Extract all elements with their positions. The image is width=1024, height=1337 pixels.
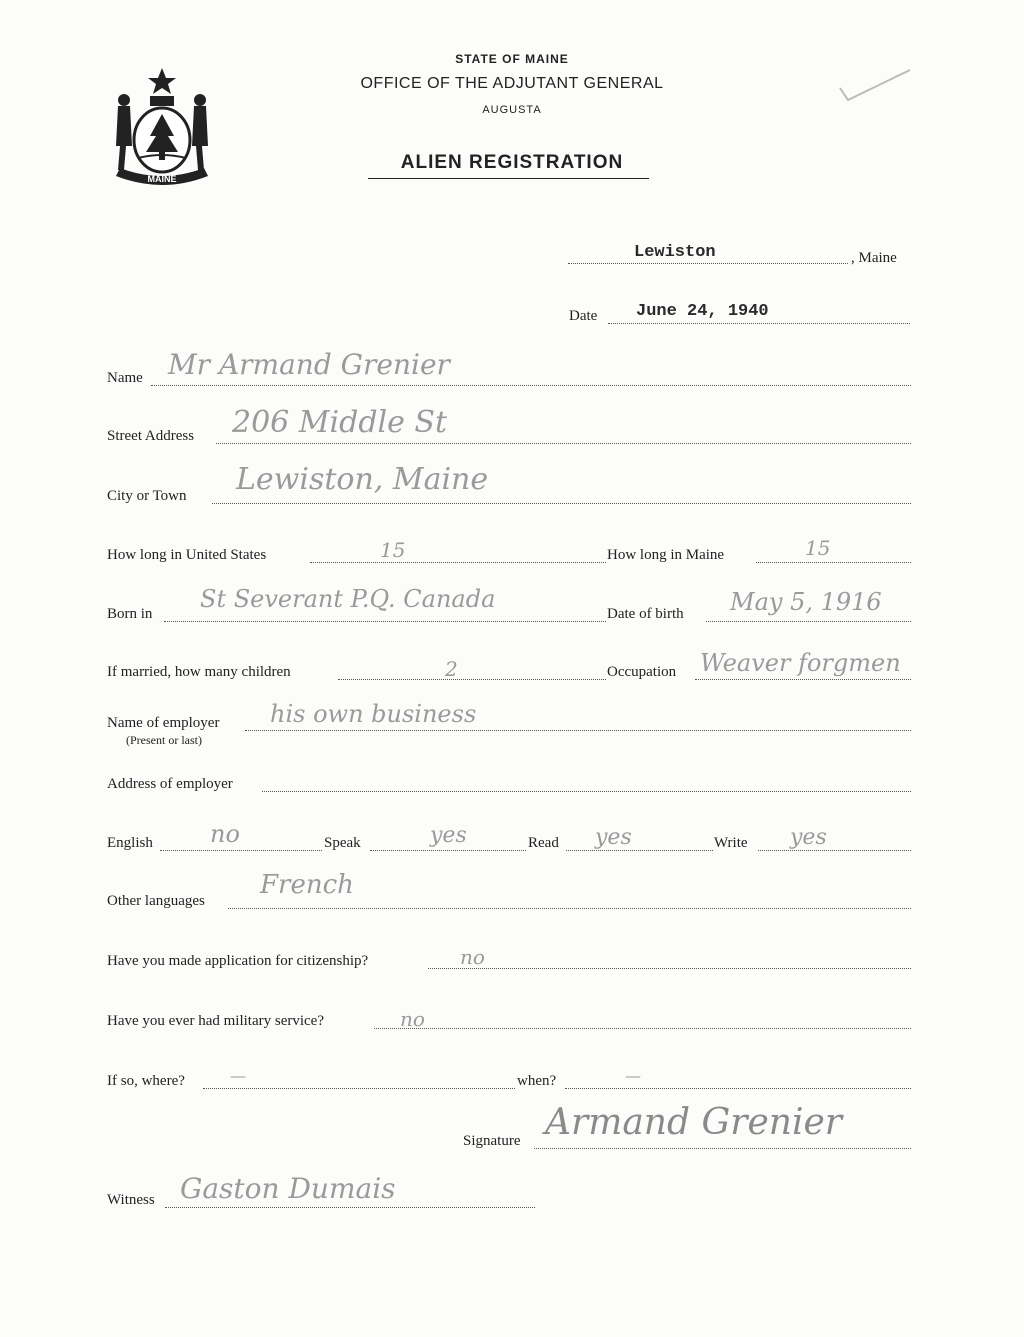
header-office: OFFICE OF THE ADJUTANT GENERAL xyxy=(360,75,664,92)
where-label: If so, where? xyxy=(107,1073,185,1089)
header-city: AUGUSTA xyxy=(482,104,542,116)
us-duration-value: 15 xyxy=(380,538,406,562)
when-label: when? xyxy=(517,1073,557,1089)
citizenship-label: Have you made application for citizenship? xyxy=(107,953,369,969)
date-value: June 24, 1940 xyxy=(636,302,769,321)
other-languages-label: Other languages xyxy=(107,893,205,909)
military-value: no xyxy=(400,1007,425,1031)
form-title: ALIEN REGISTRATION xyxy=(400,152,624,173)
born-in-line xyxy=(164,621,606,622)
born-in-label: Born in xyxy=(107,606,153,622)
citizenship-line xyxy=(428,968,911,969)
read-line xyxy=(566,850,713,851)
witness-line xyxy=(165,1207,535,1208)
when-line xyxy=(565,1088,911,1089)
english-line xyxy=(160,850,322,851)
name-line xyxy=(151,385,911,386)
children-value: 2 xyxy=(445,657,458,681)
write-label: Write xyxy=(714,835,748,851)
citizenship-value: no xyxy=(460,945,485,969)
write-line xyxy=(758,850,911,851)
street-line xyxy=(216,443,911,444)
place-suffix: , Maine xyxy=(851,250,897,266)
us-duration-line xyxy=(310,562,606,563)
witness-value: Gaston Dumais xyxy=(180,1172,396,1205)
when-value: — xyxy=(625,1066,641,1085)
speak-value: yes xyxy=(430,823,467,848)
children-line xyxy=(338,679,606,680)
speak-line xyxy=(370,850,526,851)
employer-sublabel: (Present or last) xyxy=(126,733,202,747)
occupation-line xyxy=(695,679,911,680)
city-label: City or Town xyxy=(107,488,187,504)
occupation-value: Weaver forgmen xyxy=(700,649,901,677)
city-value: Lewiston, Maine xyxy=(236,462,489,497)
dob-label: Date of birth xyxy=(607,606,684,622)
place-value: Lewiston xyxy=(634,243,716,262)
employer-value: his own business xyxy=(270,700,477,728)
date-label: Date xyxy=(569,308,598,324)
maine-duration-value: 15 xyxy=(805,536,831,560)
read-value: yes xyxy=(595,825,632,850)
date-line xyxy=(608,323,910,324)
place-line xyxy=(568,263,848,264)
children-label: If married, how many children xyxy=(107,664,291,680)
maine-duration-label: How long in Maine xyxy=(607,547,725,563)
occupation-label: Occupation xyxy=(607,664,677,680)
signature-value: Armand Grenier xyxy=(545,1102,842,1143)
write-value: yes xyxy=(790,825,827,850)
street-value: 206 Middle St xyxy=(232,405,448,440)
employer-line xyxy=(245,730,911,731)
city-line xyxy=(212,503,911,504)
street-label: Street Address xyxy=(107,428,195,444)
us-duration-label: How long in United States xyxy=(107,547,267,563)
signature-label: Signature xyxy=(463,1133,521,1149)
witness-label: Witness xyxy=(107,1192,155,1208)
english-value: no xyxy=(210,820,240,848)
name-value: Mr Armand Grenier xyxy=(168,348,450,381)
read-label: Read xyxy=(528,835,559,851)
employer-address-line xyxy=(262,791,911,792)
other-languages-line xyxy=(228,908,911,909)
employer-address-label: Address of employer xyxy=(107,776,233,792)
dob-line xyxy=(706,621,911,622)
header-state: STATE OF MAINE xyxy=(455,52,569,66)
military-label: Have you ever had military service? xyxy=(107,1013,324,1029)
english-label: English xyxy=(107,835,153,851)
signature-line xyxy=(534,1148,911,1149)
born-in-value: St Severant P.Q. Canada xyxy=(200,585,496,613)
title-underline xyxy=(368,178,649,179)
where-value: — xyxy=(230,1066,246,1085)
military-line xyxy=(374,1028,911,1029)
check-mark-icon xyxy=(838,66,914,104)
seal-lettering: MAINE xyxy=(147,174,177,184)
dob-value: May 5, 1916 xyxy=(730,588,882,616)
employer-label: Name of employer xyxy=(107,715,220,731)
maine-duration-line xyxy=(756,562,911,563)
speak-label: Speak xyxy=(324,835,361,851)
other-languages-value: French xyxy=(260,870,354,900)
name-label: Name xyxy=(107,370,143,386)
where-line xyxy=(203,1088,515,1089)
